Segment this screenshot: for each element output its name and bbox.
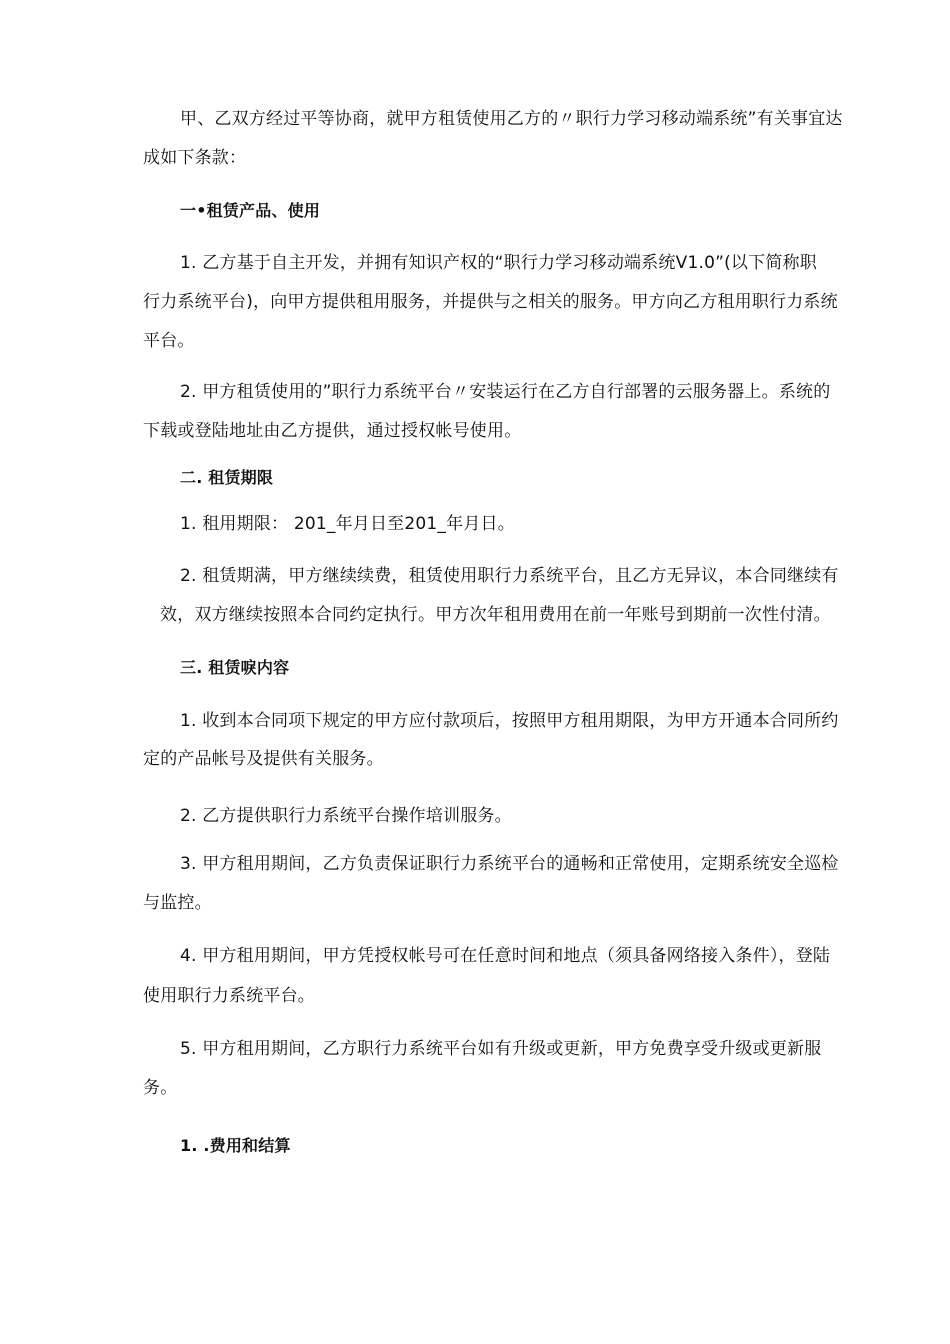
section-1-item-2-line-2: 下载或登陆地址由乙方提供，通过授权帐号使用。 [143, 421, 522, 441]
intro-line-2: 成如下条款： [143, 148, 247, 168]
section-2-heading: 二. 租赁期限 [180, 468, 274, 487]
section-3-item-4-line-1: 4. 甲方租用期间，甲方凭授权帐号可在任意时间和地点（须具备网络接入条件），登陆 [180, 946, 831, 966]
section-2-item-2-line-1: 2. 租赁期满，甲方继续续费，租赁使用职行力系统平台，且乙方无异议，本合同继续有 [180, 566, 839, 586]
intro-line-1: 甲、乙双方经过平等协商，就甲方租赁使用乙方的〃职行力学习移动端系统”有关事宜达 [180, 109, 843, 129]
section-1-heading: 一•租赁产品、使用 [180, 201, 321, 220]
section-3-item-1-line-1: 1. 收到本合同项下规定的甲方应付款项后，按照甲方租用期限，为甲方开通本合同所约 [180, 711, 839, 731]
section-2-item-2-line-2: 效，双方继续按照本合同约定执行。甲方次年租用费用在前一年账号到期前一次性付清。 [160, 605, 831, 625]
section-3-item-5-line-2: 务。 [143, 1078, 178, 1098]
section-3-item-5-line-1: 5. 甲方租用期间，乙方职行力系统平台如有升级或更新，甲方免费享受升级或更新服 [180, 1039, 822, 1059]
section-3-item-3-line-1: 3. 甲方租用期间，乙方负责保证职行力系统平台的通畅和正常使用，定期系统安全巡检 [180, 854, 839, 874]
section-1-item-1-line-2: 行力系统平台)，向甲方提供租用服务，并提供与之相关的服务。甲方向乙方租用职行力系统 [143, 292, 838, 312]
section-3-item-1-line-2: 定的产品帐号及提供有关服务。 [143, 749, 384, 769]
section-1-item-1-line-3: 平台。 [143, 331, 195, 351]
section-3-item-3-line-2: 与监控。 [143, 893, 212, 913]
section-1-item-1-line-1: 1. 乙方基于自主开发，并拥有知识产权的“职行力学习移动端系统V1.0”(以下简称职 [180, 253, 817, 273]
section-4-heading: 1. .费用和结算 [180, 1136, 291, 1155]
section-3-item-2: 2. 乙方提供职行力系统平台操作培训服务。 [180, 806, 512, 826]
section-3-item-4-line-2: 使用职行力系统平台。 [143, 986, 315, 1006]
section-3-heading: 三. 租赁唳内容 [180, 658, 290, 677]
section-2-item-1: 1. 租用期限： 201_年月日至201_年月日。 [180, 514, 515, 534]
section-1-item-2-line-1: 2. 甲方租赁使用的”职行力系统平台〃安装运行在乙方自行部署的云服务器上。系统的 [180, 382, 831, 402]
